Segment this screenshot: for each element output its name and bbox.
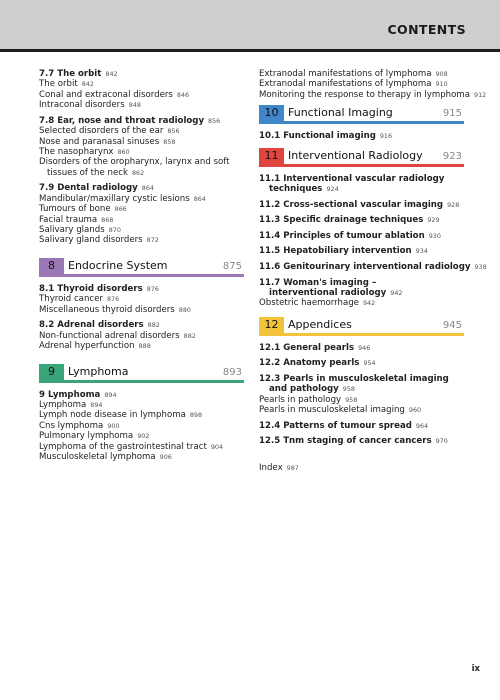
toc-right-column [259, 69, 487, 473]
toc-entry[interactable]: Tumours of bone 866 [39, 204, 127, 215]
toc-entry[interactable]: Lymphoma 894 [39, 399, 103, 410]
toc-entry[interactable]: Extranodal manifestations of lymphoma 910 [259, 79, 448, 90]
chapter-title: Endocrine System [68, 258, 168, 272]
section-entry[interactable]: 11.4 Principles of tumour ablation 930 [259, 230, 441, 241]
chapter-page: 923 [442, 150, 462, 162]
chapter-number: 12 [259, 317, 284, 333]
toc-entry[interactable]: Pearls in musculoskeletal imaging 960 [259, 405, 422, 416]
toc-entry[interactable]: Non-functional adrenal disorders 882 [39, 330, 196, 341]
chapter-heading-8[interactable] [39, 258, 244, 277]
toc-entry[interactable]: Extranodal manifestations of lymphoma 908 [259, 69, 448, 79]
section-entry[interactable]: 12.5 Tnm staging of cancer cancers 970 [259, 436, 448, 447]
section-entry[interactable]: 11.1 Interventional vascular radiology techniques 924 [259, 173, 445, 195]
toc-entry[interactable]: Facial trauma 868 [39, 214, 114, 225]
chapter-heading-11[interactable] [259, 148, 464, 167]
toc-left-column [39, 69, 244, 462]
toc-entry[interactable]: Selected disorders of the ear 856 [39, 126, 180, 137]
chapter-page: 945 [442, 319, 462, 331]
chapter-number: 9 [39, 364, 64, 380]
chapter-page: 893 [222, 366, 242, 378]
chapter-title: Functional Imaging [288, 106, 393, 120]
page-title: CONTENTS [387, 22, 466, 37]
section-entry[interactable]: 11.3 Specific drainage techniques 929 [259, 215, 440, 226]
toc-entry[interactable]: Disorders of the oropharynx, larynx and soft tissues of the neck 862 [39, 157, 230, 178]
toc-entry[interactable]: Intraconal disorders 848 [39, 100, 141, 111]
section-entry[interactable]: 11.5 Hepatobiliary intervention 934 [259, 246, 428, 257]
page-number: ix [471, 664, 480, 674]
section-entry[interactable]: 7.7 The orbit 842 [39, 69, 118, 79]
chapter-page: 915 [442, 108, 462, 120]
chapter-heading-10[interactable] [259, 105, 464, 124]
section-entry[interactable]: 8.2 Adrenal disorders 882 [39, 320, 160, 331]
section-entry[interactable]: 11.2 Cross-sectional vascular imaging 928 [259, 199, 460, 210]
toc-entry[interactable]: Conal and extraconal disorders 846 [39, 89, 190, 100]
toc-entry[interactable]: Monitoring the response to therapy in lymphoma 912 [259, 89, 487, 100]
section-entry[interactable]: 12.2 Anatomy pearls 954 [259, 358, 376, 369]
chapter-page: 875 [222, 260, 242, 272]
section-entry[interactable]: 12.1 General pearls 946 [259, 342, 371, 353]
section-entry[interactable]: 11.7 Woman's imaging – interventional radiology 942 [259, 277, 403, 298]
section-entry[interactable]: 10.1 Functional imaging 916 [259, 131, 393, 142]
section-entry[interactable]: 7.8 Ear, nose and throat radiology 856 [39, 115, 221, 126]
chapter-number: 10 [259, 105, 284, 121]
toc-entry[interactable]: Mandibular/maxillary cystic lesions 864 [39, 193, 206, 204]
section-entry[interactable]: 8.1 Thyroid disorders 876 [39, 283, 159, 294]
chapter-title: Lymphoma [68, 364, 129, 378]
toc-entry[interactable]: Miscellaneous thyroid disorders 880 [39, 304, 191, 315]
section-entry[interactable]: 7.9 Dental radiology 864 [39, 183, 154, 194]
toc-entry[interactable]: Pearls in pathology 958 [259, 394, 358, 405]
toc-entry[interactable]: The nasopharynx 860 [39, 147, 130, 158]
section-entry[interactable]: 9 Lymphoma 894 [39, 389, 117, 400]
section-entry[interactable]: 11.6 Genitourinary interventional radiology 938 [259, 262, 487, 272]
section-entry[interactable]: 12.3 Pearls in musculoskeletal imaging and pathology 958 [259, 374, 449, 395]
toc-entry[interactable]: Adrenal hyperfunction 888 [39, 341, 151, 352]
toc-entry[interactable]: Pulmonary lymphoma 902 [39, 431, 150, 442]
toc-entry[interactable]: Musculoskeletal lymphoma 906 [39, 451, 172, 462]
toc-entry[interactable]: Obstetric haemorrhage 942 [259, 298, 376, 309]
toc-entry[interactable]: The orbit 842 [39, 79, 94, 90]
toc-entry[interactable]: Cns lymphoma 900 [39, 420, 120, 431]
page-header [0, 0, 500, 52]
toc-entry[interactable]: Lymphoma of the gastrointestinal tract 904 [39, 441, 224, 452]
section-entry[interactable]: 12.4 Patterns of tumour spread 964 [259, 420, 429, 431]
toc-entry[interactable]: Lymph node disease in lymphoma 898 [39, 410, 203, 421]
chapter-title: Interventional Radiology [288, 148, 423, 162]
chapter-number: 8 [39, 258, 64, 274]
toc-entry[interactable]: Thyroid cancer 876 [39, 294, 120, 305]
toc-entry[interactable]: Salivary glands 870 [39, 225, 121, 236]
chapter-heading-12[interactable] [259, 317, 464, 336]
toc-entry[interactable]: Salivary gland disorders 872 [39, 235, 159, 246]
chapter-title: Appendices [288, 317, 352, 331]
chapter-number: 11 [259, 148, 284, 164]
toc-entry[interactable]: Nose and paranasal sinuses 858 [39, 136, 176, 147]
chapter-heading-9[interactable] [39, 364, 244, 383]
index-entry[interactable]: Index 987 [259, 462, 299, 473]
